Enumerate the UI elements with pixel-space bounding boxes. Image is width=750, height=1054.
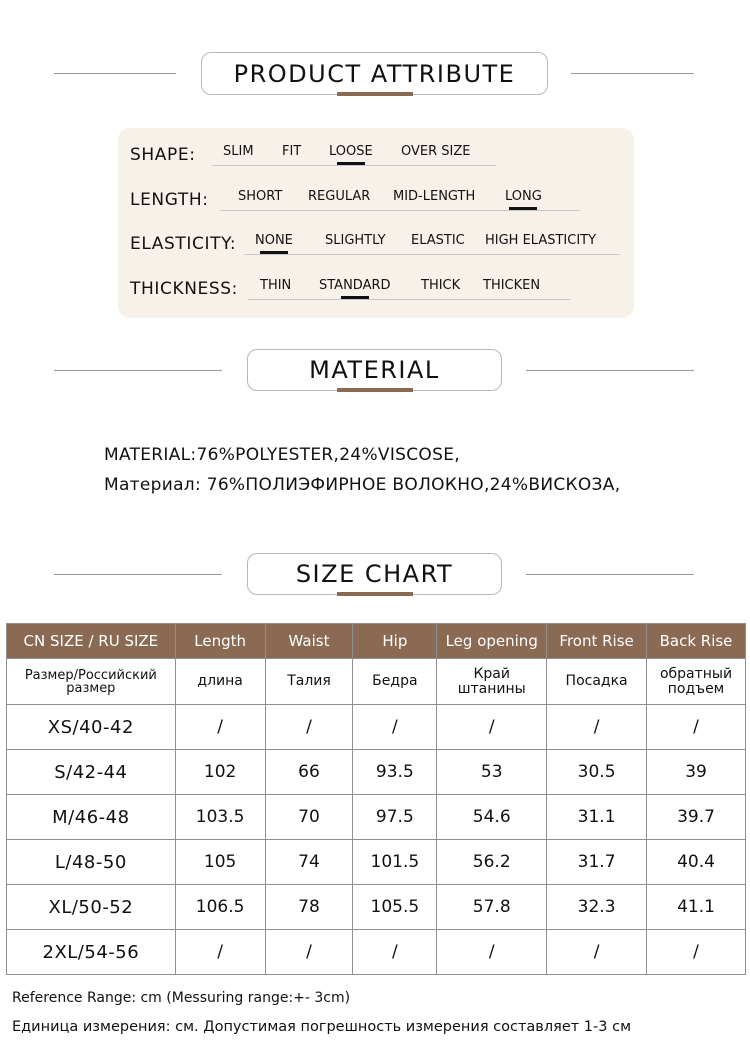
table-cell: 32.3 — [547, 885, 647, 930]
table-cell: / — [437, 705, 547, 750]
table-cell: / — [647, 705, 746, 750]
attribute-options — [248, 278, 570, 300]
option-high-elasticity: HIGH ELASTICITY — [485, 233, 597, 248]
table-header-row — [7, 624, 746, 659]
table-cell: / — [175, 705, 265, 750]
option-thick: THICK — [421, 278, 461, 293]
header-cell: Leg opening — [437, 624, 547, 659]
table-header-row-russian — [7, 659, 746, 705]
section-title-text: MATERIAL — [309, 356, 440, 384]
header-cell-ru: Посадка — [547, 659, 647, 705]
table-cell: 30.5 — [547, 750, 647, 795]
option-slim: SLIM — [223, 144, 254, 159]
option-over-size: OVER SIZE — [401, 144, 471, 159]
divider-line — [54, 73, 176, 74]
header-cell: Front Rise — [547, 624, 647, 659]
table-cell: 53 — [437, 750, 547, 795]
attribute-label: ELASTICITY: — [130, 234, 237, 254]
section-title-size-chart — [247, 553, 502, 595]
table-cell: 57.8 — [437, 885, 547, 930]
material-russian: Материал: 76%ПОЛИЭФИРНОЕ ВОЛОКНО,24%ВИСКОЗА, — [104, 475, 621, 495]
option-thin: THIN — [260, 278, 292, 293]
divider-line — [54, 574, 222, 575]
table-cell: 66 — [265, 750, 353, 795]
option-none-selected: NONE — [255, 233, 293, 248]
option-fit: FIT — [282, 144, 302, 159]
attribute-row-elasticity — [130, 233, 630, 255]
size-cell: XS/40-42 — [7, 705, 176, 750]
attribute-options — [212, 144, 496, 166]
title-accent-bar — [337, 388, 413, 392]
option-elastic: ELASTIC — [411, 233, 465, 248]
option-thicken: THICKEN — [483, 278, 541, 293]
table-row — [7, 705, 746, 750]
section-title-material — [247, 349, 502, 391]
table-cell: / — [547, 930, 647, 975]
header-cell: Waist — [265, 624, 353, 659]
header-cell-ru: обратный подъем — [647, 659, 746, 705]
header-cell: Back Rise — [647, 624, 746, 659]
header-cell-ru: Талия — [265, 659, 353, 705]
table-cell: / — [265, 930, 353, 975]
section-title-text: SIZE CHART — [295, 560, 454, 588]
option-short: SHORT — [238, 189, 283, 204]
option-slightly: SLIGHTLY — [325, 233, 386, 248]
table-cell: 105.5 — [353, 885, 437, 930]
table-cell: / — [647, 930, 746, 975]
size-cell: XL/50-52 — [7, 885, 176, 930]
table-row — [7, 930, 746, 975]
table-cell: 102 — [175, 750, 265, 795]
attribute-row-length — [130, 189, 590, 211]
header-cell-ru: Край штанины — [437, 659, 547, 705]
table-cell: 103.5 — [175, 795, 265, 840]
measurement-unit-note-russian: Единица измерения: см. Допустимая погрешность измерения составляет 1-3 см — [12, 1019, 632, 1035]
attribute-label: LENGTH: — [130, 190, 209, 210]
divider-line — [571, 73, 694, 74]
section-title-text: PRODUCT ATTRIBUTE — [233, 59, 516, 88]
attribute-options — [244, 233, 620, 255]
header-cell: Hip — [353, 624, 437, 659]
table-cell: 41.1 — [647, 885, 746, 930]
table-cell: 54.6 — [437, 795, 547, 840]
divider-line — [526, 574, 694, 575]
header-cell-ru: Бедра — [353, 659, 437, 705]
table-cell: 31.7 — [547, 840, 647, 885]
table-cell: / — [353, 705, 437, 750]
header-cell-ru: длина — [175, 659, 265, 705]
size-cell: L/48-50 — [7, 840, 176, 885]
header-cell: CN SIZE / RU SIZE — [7, 624, 176, 659]
table-cell: / — [175, 930, 265, 975]
table-cell: 56.2 — [437, 840, 547, 885]
option-standard-selected: STANDARD — [319, 278, 391, 293]
attribute-options — [220, 189, 580, 211]
size-chart-table — [6, 623, 746, 975]
size-cell: S/42-44 — [7, 750, 176, 795]
title-accent-bar — [337, 592, 413, 596]
reference-range-note: Reference Range: cm (Messuring range:+- 3cm) — [12, 990, 351, 1006]
option-loose-selected: LOOSE — [329, 144, 373, 159]
size-cell: 2XL/54-56 — [7, 930, 176, 975]
table-cell: 40.4 — [647, 840, 746, 885]
table-cell: 97.5 — [353, 795, 437, 840]
option-long-selected: LONG — [505, 189, 542, 204]
table-cell: 39.7 — [647, 795, 746, 840]
divider-line — [54, 370, 222, 371]
table-cell: 78 — [265, 885, 353, 930]
attribute-row-shape — [130, 144, 510, 166]
table-cell: 70 — [265, 795, 353, 840]
table-row — [7, 750, 746, 795]
option-regular: REGULAR — [308, 189, 371, 204]
header-cell-ru: Размер/Российский размер — [7, 659, 176, 705]
table-cell: / — [437, 930, 547, 975]
product-attribute-panel — [118, 128, 634, 318]
table-cell: 39 — [647, 750, 746, 795]
attribute-label: THICKNESS: — [130, 279, 238, 299]
attribute-label: SHAPE: — [130, 145, 196, 165]
table-cell: 93.5 — [353, 750, 437, 795]
section-title-product-attribute — [201, 52, 548, 95]
table-cell: 105 — [175, 840, 265, 885]
header-cell: Length — [175, 624, 265, 659]
table-cell: 106.5 — [175, 885, 265, 930]
material-english: MATERIAL:76%POLYESTER,24%VISCOSE, — [104, 445, 460, 465]
size-cell: M/46-48 — [7, 795, 176, 840]
table-cell: 74 — [265, 840, 353, 885]
divider-line — [526, 370, 694, 371]
option-mid-length: MID-LENGTH — [393, 189, 476, 204]
table-cell: / — [547, 705, 647, 750]
table-row — [7, 840, 746, 885]
table-cell: / — [353, 930, 437, 975]
table-row — [7, 885, 746, 930]
table-cell: / — [265, 705, 353, 750]
title-accent-bar — [337, 92, 413, 96]
table-row — [7, 795, 746, 840]
attribute-row-thickness — [130, 278, 590, 300]
table-cell: 101.5 — [353, 840, 437, 885]
table-cell: 31.1 — [547, 795, 647, 840]
